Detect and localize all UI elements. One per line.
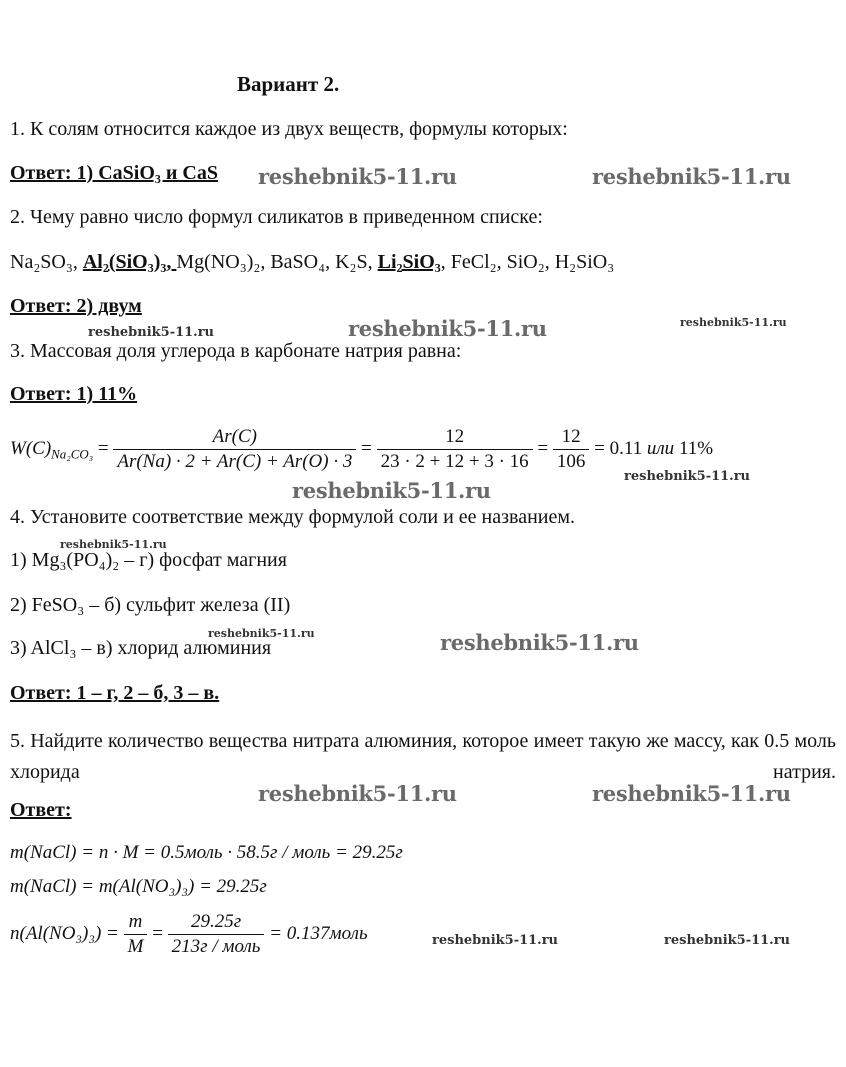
numerator: Ar(C) bbox=[113, 426, 356, 450]
watermark: reshebnik5-11.ru bbox=[592, 164, 791, 189]
watermark: reshebnik5-11.ru bbox=[348, 316, 547, 341]
watermark: reshebnik5-11.ru bbox=[680, 316, 787, 329]
formula-percent: 11% bbox=[678, 437, 714, 459]
fraction-symbolic bbox=[113, 426, 356, 473]
fraction-result bbox=[553, 426, 590, 473]
page-title: Вариант 2. bbox=[237, 72, 340, 96]
answer-3: Ответ: 1) 11% bbox=[10, 383, 138, 405]
watermark: reshebnik5-11.ru bbox=[258, 781, 457, 806]
equals-sign: = bbox=[152, 922, 163, 944]
list-part: , FeCl₂, SiO₂, H₂SiO₃ bbox=[440, 251, 615, 273]
list-silicate: Al₂(SiO₃)₃, bbox=[82, 251, 177, 273]
answer-1: Ответ: 1) CaSiO₃ и CaS bbox=[10, 162, 218, 184]
match-item: 3) AlCl₃ – в) хлорид алюминия bbox=[10, 637, 272, 659]
watermark: reshebnik5-11.ru bbox=[592, 781, 791, 806]
answer-4: Ответ: 1 – г, 2 – б, 3 – в. bbox=[10, 682, 220, 704]
numerator: 29.25г bbox=[168, 911, 265, 935]
list-silicate: Li₂SiO₃ bbox=[377, 251, 441, 273]
formula-result: = 0.11 bbox=[594, 437, 643, 459]
match-item: 2) FeSO₃ – б) сульфит железа (II) bbox=[10, 594, 291, 616]
question-4: 4. Установите соответствие между формулой соли и ее названием. bbox=[10, 506, 576, 528]
numerator: m bbox=[124, 911, 148, 935]
denominator: 213г / моль bbox=[171, 936, 261, 957]
answer-5: Ответ: bbox=[10, 799, 72, 821]
denominator: 23 · 2 + 12 + 3 · 16 bbox=[380, 451, 529, 472]
denominator: Ar(Na) · 2 + Ar(C) + Ar(O) · 3 bbox=[117, 451, 353, 472]
watermark: reshebnik5-11.ru bbox=[292, 478, 491, 503]
watermark: reshebnik5-11.ru bbox=[624, 469, 751, 484]
list-part: Mg(NO₃)₂, BaSO₄, K₂S, bbox=[176, 251, 378, 273]
question-1: 1. К солям относится каждое из двух веществ, формулы которых: bbox=[10, 118, 568, 140]
watermark: reshebnik5-11.ru bbox=[440, 630, 639, 655]
numerator: 12 bbox=[553, 426, 590, 450]
watermark: reshebnik5-11.ru bbox=[60, 538, 167, 551]
or-word: или bbox=[646, 437, 675, 459]
watermark: reshebnik5-11.ru bbox=[258, 164, 457, 189]
formula-lhs: W(C) bbox=[10, 437, 52, 459]
watermark: reshebnik5-11.ru bbox=[88, 325, 215, 340]
list-part: Na₂SO₃, bbox=[10, 251, 83, 273]
formula-lhs-sub: Na₂CO₃ bbox=[51, 446, 94, 462]
question-5: 5. Найдите количество вещества нитрата алюминия, которое имеет такую же массу, как 0.5 моль хлорида натрия. bbox=[10, 730, 836, 783]
answer-2: Ответ: 2) двум bbox=[10, 295, 142, 317]
watermark: reshebnik5-11.ru bbox=[208, 627, 315, 640]
calc-line-1: m(NaCl) = n · M = 0.5моль · 58.5г / моль = 29.25г bbox=[10, 842, 403, 863]
watermark: reshebnik5-11.ru bbox=[432, 933, 559, 948]
numerator: 12 bbox=[377, 426, 533, 450]
watermark: reshebnik5-11.ru bbox=[664, 933, 791, 948]
match-item: 1) Mg₃(PO₄)₂ – г) фосфат магния bbox=[10, 549, 287, 571]
calc-lhs: n(Al(NO₃)₃) = bbox=[10, 922, 119, 944]
question-2: 2. Чему равно число формул силикатов в приведенном списке: bbox=[10, 206, 543, 228]
calc-result: = 0.137моль bbox=[269, 922, 368, 944]
calc-line-2: m(NaCl) = m(Al(NO₃)₃) = 29.25г bbox=[10, 876, 267, 897]
mass-fraction-formula: $W(C)_{Na_2CO_3}$ = $\frac{Ar(C)}{Ar(Na) \cdot 2 + Ar(C) + Ar(O) \cdot 3}$ = $\frac{12}{23 \cdot 2 + 12 + 3 \cdot 16}$ = $\frac{12}{106}$ = 0.11 или 11% bbox=[10, 426, 714, 472]
fraction-m-over-M bbox=[124, 911, 148, 958]
denominator: M bbox=[127, 936, 144, 957]
calc-line-3 bbox=[10, 911, 368, 958]
question-3: 3. Массовая доля углерода в карбонате натрия равна: bbox=[10, 340, 462, 362]
denominator: 106 bbox=[556, 451, 586, 472]
fraction-numeric bbox=[377, 426, 533, 473]
silicate-list bbox=[10, 251, 614, 274]
fraction-numeric bbox=[168, 911, 265, 958]
